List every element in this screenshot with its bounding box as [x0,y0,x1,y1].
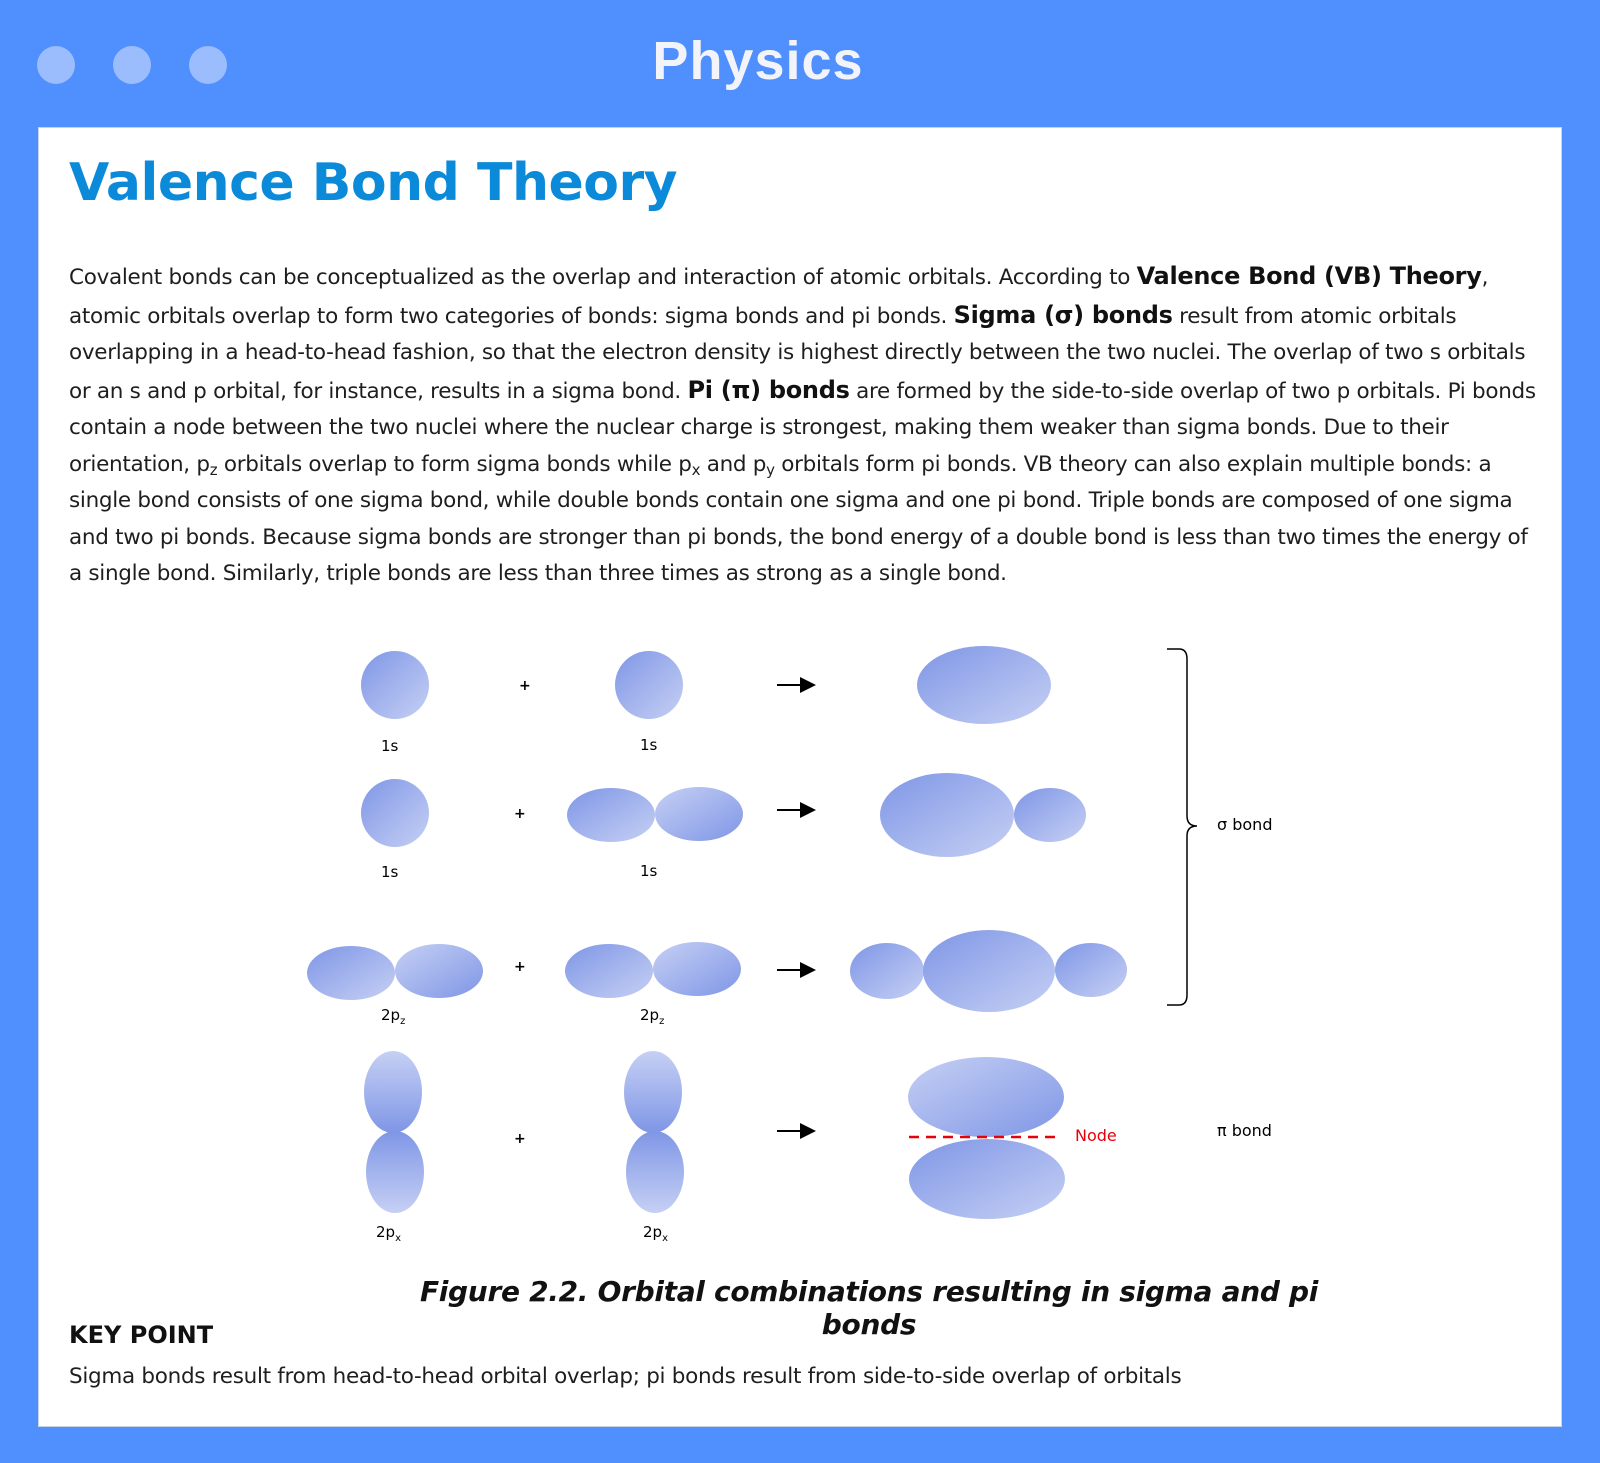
orbital-label: $2p_z$ [381,1006,406,1027]
p-orbital-lobe [626,1131,684,1213]
p-orbital-lobe [395,944,483,998]
key-point-heading: KEY POINT [69,1321,214,1349]
p-orbital-lobe [653,942,741,996]
term-vb-theory: Valence Bond (VB) Theory [1136,262,1482,290]
p-orbital-lobe [307,946,395,1000]
orbital-label: 1s [640,862,658,880]
s-orbital [615,651,683,719]
plus-sign: + [514,1131,526,1147]
subscript: x [691,460,701,479]
p-orbital-lobe [366,1131,424,1213]
orbital-label: $2p_z$ [640,1006,665,1027]
pi-bond-label: π bond [1217,1121,1272,1140]
window-title: Physics [652,31,864,91]
sigma-bond-orbital [923,930,1055,1012]
s-orbital [361,651,429,719]
p-orbital-lobe [624,1051,682,1133]
sigma-bond-lobe [850,943,924,999]
orbital-figure [39,128,1561,1426]
sigma-bond-orbital [880,773,1014,857]
orbital-label: 1s [381,737,399,755]
key-point-text: Sigma bonds result from head-to-head orbital overlap; pi bonds result from side-to-side overlap of orbitals [69,1364,1182,1389]
p-orbital-lobe [567,788,655,842]
term-sigma-bonds: Sigma (σ) bonds [953,300,1173,329]
subscript: y [766,460,775,479]
sigma-bond-lobe [1055,943,1127,997]
row-pz-pz [307,930,1127,1027]
plus-sign: + [514,959,526,975]
sigma-bracket [1167,649,1197,1005]
text-run: Covalent bonds can be conceptualized as the overlap and interaction of atomic orbitals. According to [69,265,1137,290]
text-run: are formed by the side-to-side overlap of two p orbitals. Pi bonds contain a node between the two nuclei where the nuclear charge is strongest, making them weaker than sigma bonds. Due to their orientation, p [69,378,1536,477]
orbital-label: 1s [381,863,399,881]
p-orbital-lobe [364,1051,422,1133]
term-pi-bonds: Pi (π) bonds [687,375,850,404]
sigma-bond-lobe [1014,788,1086,842]
orbital-label: 1s [640,736,658,754]
figure-caption: Figure 2.2. Orbital combinations resulting in sigma and pi bonds [419,1275,1319,1341]
pi-bond-lobe [909,1139,1065,1219]
text-run: orbitals form pi bonds. VB theory can also explain multiple bonds: a single bond consists of one sigma bond, while double bonds contain one sigma and one pi bond. Triple bonds are composed of one sigma and two pi bonds. Because sigma bonds are stronger than pi bonds, the bond energy of a double bond is less than two times the energy of a single bond. Similarly, triple bonds are less than three times as strong as a single bond. [69,451,1528,586]
plus-sign: + [519,678,531,694]
text-run: , atomic orbitals overlap to form two categories of bonds: sigma bonds and pi bonds. [69,265,1489,329]
plus-sign: + [514,806,526,822]
sigma-bond-orbital [917,646,1051,724]
orbital-label: $2p_x$ [376,1223,401,1244]
subscript: z [209,460,218,479]
node-label: Node [1075,1126,1117,1145]
p-orbital-lobe [655,787,743,841]
title-bar [0,0,1600,128]
row-px-px [364,1051,1272,1244]
page-title: Valence Bond Theory [69,153,678,213]
row-s-s [361,646,1051,755]
content-panel [38,127,1562,1427]
text-run: result from atomic orbitals overlapping in a head-to-head fashion, so that the electron density is highest directly between the two nuclei. The overlap of two s orbitals or an s and p orbital, for instance, results in a sigma bond. [69,303,1526,404]
sigma-bond-label: σ bond [1217,815,1273,834]
p-orbital-lobe [565,944,653,998]
text-run: orbitals overlap to form sigma bonds while p [217,451,692,477]
orbital-label: $2p_x$ [643,1223,668,1244]
text-run: and p [700,451,767,477]
row-s-p [361,773,1086,881]
s-orbital [361,779,429,847]
pi-bond-lobe [908,1057,1064,1137]
